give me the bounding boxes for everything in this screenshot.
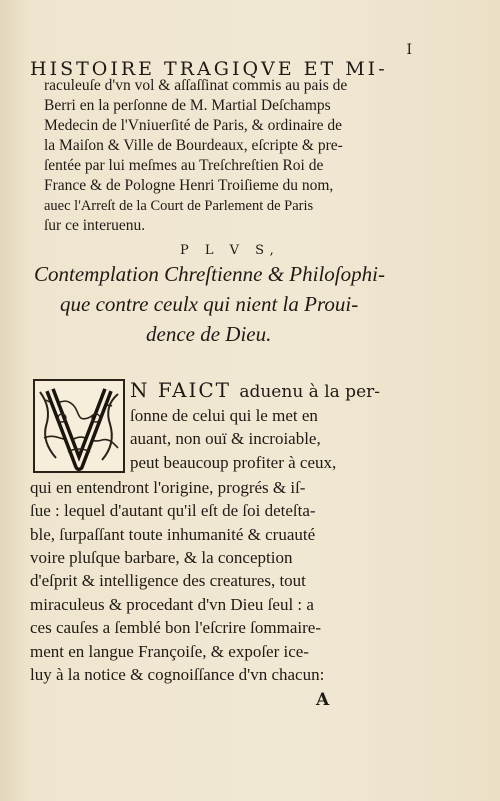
body-line-5: ſue : lequel d'autant qu'il eſt de ſoi deteſta- <box>30 501 316 520</box>
body-line-7: voire pluſque barbare, & la conception <box>30 548 293 567</box>
body-line-4: qui en entendront l'origine, progrés & iſ- <box>30 478 306 497</box>
first-line-3: Medecin de l'Vniuerſité de Paris, & ordinaire de <box>44 117 343 134</box>
opening-rest: aduenu à la per- <box>239 382 381 402</box>
body-line-12: luy à la notice & cognoiſſance d'vn chacun: <box>30 665 325 684</box>
body-line-6: ble, ſurpaſſant toute inhumanité & cruauté <box>30 525 316 544</box>
folio-number: I <box>406 42 412 58</box>
body-line-10: ces cauſes a ſemblé bon l'eſcrire ſommaire- <box>30 618 321 637</box>
first-line-4: la Maiſon & Ville de Bourdeaux, eſcripte & pre- <box>44 137 343 154</box>
title-line-3: dence de Dieu. <box>146 322 272 346</box>
first-line-5: ſentée par lui meſmes au Treſchreſtien Roi de <box>44 157 324 174</box>
body-line-1: ſonne de celui qui le met en <box>130 406 318 425</box>
first-line-2: Berri en la perſonne de M. Martial Deſchamps <box>44 97 331 114</box>
title-line-2: que contre ceulx qui nient la Proui- <box>60 292 359 316</box>
title-line-1: Contemplation Chreſtienne & Philoſophi- <box>34 262 385 286</box>
first-line-7: auec l'Arreſt de la Court de Parlement de Paris <box>44 198 314 214</box>
body-line-3: peut beaucoup profiter à ceux, <box>130 453 337 472</box>
signature-mark: A <box>316 690 330 710</box>
body-line-11: ment en langue Françoiſe, & expoſer ice- <box>30 642 309 661</box>
decorated-initial-v <box>32 378 126 474</box>
opening-words <box>130 378 380 402</box>
first-line-8: ſur ce interuenu. <box>44 217 146 234</box>
ornament-initial-icon <box>32 378 126 474</box>
first-line-1: raculeuſe d'vn vol & aſſaſſinat commis au pais de <box>44 77 348 94</box>
body-line-8: d'eſprit & intelligence des creatures, tout <box>30 571 306 590</box>
running-head: HISTOIRE TRAGIQVE ET MI- <box>30 58 388 80</box>
body-line-9: miraculeus & procedant d'vn Dieu ſeul : a <box>30 595 314 614</box>
first-line-6: France & de Pologne Henri Troiſieme du nom, <box>44 177 334 194</box>
body-line-2: auant, non ouï & incroiable, <box>130 429 321 448</box>
plus-heading: P L V S, <box>180 243 280 258</box>
opening-word: N FAICT <box>130 378 231 402</box>
